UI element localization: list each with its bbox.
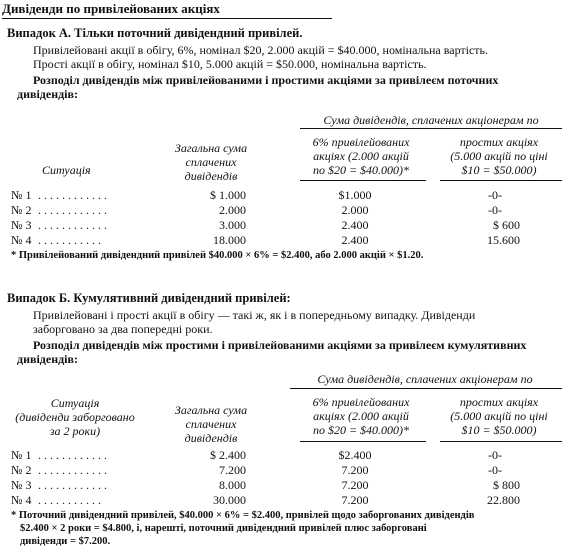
row-common: -0- (488, 448, 502, 462)
row-common: -0- (488, 203, 502, 217)
row-label: № 2 (11, 463, 32, 477)
row-leader-dots: . . . . . . . . . . . . (38, 188, 107, 202)
case-b-header-rule (290, 388, 562, 389)
row-total: 18.000 (213, 233, 246, 247)
row-leader-dots: . . . . . . . . . . . (38, 233, 101, 247)
row-pref: 7.200 (341, 478, 369, 492)
case-b-col-common-2: (5.000 акцій по ціні (450, 409, 548, 423)
row-pref: 7.200 (341, 463, 369, 477)
case-b-subheading-cont: дивідендів: (17, 352, 78, 366)
case-a-col-pref-2: акціях (2.000 акцій (313, 149, 409, 163)
case-a-line-2: Прості акції в обігу, номінал $10, 5.000 акцій = $50.000, номінальна вартість. (33, 57, 427, 71)
case-a-col-situation: Ситуація (42, 163, 91, 177)
case-a-header-rule (300, 128, 562, 129)
case-b-group-header: Сума дивідендів, сплачених акціонерам по (317, 372, 533, 386)
case-a-col-common-1: простих акціях (459, 135, 539, 149)
case-a-footnote: * Привілейований дивідендний привілей $40.000 × 6% = $2.400, або 2.000 акцій × $1.20. (11, 250, 424, 261)
case-b-subheading: Розподіл дивідендів між простими і привілейованими акціями за привілеєм кумулятивних (33, 338, 527, 352)
row-label: № 3 (11, 218, 32, 232)
case-a-col-total-1: Загальна сума (174, 141, 248, 155)
row-leader-dots: . . . . . . . . . . . (38, 493, 101, 507)
case-a-col-common-3: $10 = $50.000) (461, 163, 537, 177)
row-leader-dots: . . . . . . . . . . . . (38, 203, 107, 217)
row-common: 22.800 (487, 493, 520, 507)
case-b-footnote-line-2: $2.400 × 2 роки = $4.800, і, нарешті, поточний дивідендний привілей плюс заборговані (20, 523, 427, 534)
row-leader-dots: . . . . . . . . . . . . (38, 448, 107, 462)
row-total: 8.000 (219, 478, 246, 492)
row-total: $ 2.400 (210, 448, 246, 462)
case-b-col-situation-2: (дивіденди заборговано (15, 410, 135, 424)
row-label: № 4 (11, 493, 32, 507)
case-b-col-pref-1: 6% привілейованих (312, 395, 410, 409)
row-pref: 2.400 (341, 233, 369, 247)
case-b-heading: Випадок Б. Кумулятивний дивідендний привілей: (7, 291, 291, 305)
case-b-col-total-1: Загальна сума (174, 403, 248, 417)
row-label: № 3 (11, 478, 32, 492)
case-a-group-header: Сума дивідендів, сплачених акціонерам по (323, 113, 539, 127)
case-b-line-1: Привілейовані і прості акції в обігу — такі ж, як і в попередньому випадку. Дивіденди (33, 308, 476, 322)
case-b-col-common-3: $10 = $50.000) (461, 423, 537, 437)
row-total: 3.000 (219, 218, 246, 232)
page-title: Дивіденди по привілейованих акціях (2, 1, 332, 19)
row-common: $ 800 (493, 478, 520, 492)
row-total: 30.000 (213, 493, 246, 507)
row-total: $ 1.000 (210, 188, 246, 202)
case-b-col-pref-2: акціях (2.000 акцій (313, 409, 409, 423)
case-a-common-rule (440, 180, 562, 181)
case-a-col-total-3: дивідендів (184, 169, 238, 183)
row-common: $ 600 (493, 218, 520, 232)
row-pref: 7.200 (341, 493, 369, 507)
row-label: № 4 (11, 233, 32, 247)
case-a-col-common-2: (5.000 акцій по ціні (450, 149, 548, 163)
case-a-heading: Випадок А. Тільки поточний дивідендний привілей. (7, 26, 303, 40)
case-b-pref-rule (300, 441, 426, 442)
case-b-footnote-line-1: * Поточний дивідендний привілей, $40.000 × 6% = $2.400, привілей щодо заборгованих дивідендів (11, 510, 475, 521)
case-a-col-pref-1: 6% привілейованих (312, 135, 410, 149)
case-a-subheading-cont: дивідендів: (17, 87, 78, 101)
row-common: 15.600 (487, 233, 520, 247)
row-pref: 2.000 (341, 203, 369, 217)
row-leader-dots: . . . . . . . . . . . . (38, 463, 107, 477)
row-pref: 2.400 (341, 218, 369, 232)
case-b-col-total-3: дивідендів (184, 431, 238, 445)
row-leader-dots: . . . . . . . . . . . . (38, 218, 107, 232)
row-total: 2.000 (219, 203, 246, 217)
case-b-common-rule (440, 441, 562, 442)
case-a-line-1: Привілейовані акції в обігу, 6%, номінал $20, 2.000 акцій = $40.000, номінальна вартість. (33, 43, 489, 57)
case-b-col-pref-3: по $20 = $40.000)* (312, 423, 410, 437)
row-common: -0- (488, 188, 502, 202)
case-b-footnote-line-3: дивіденди = $7.200. (20, 536, 111, 547)
case-a-subheading: Розподіл дивідендів між привілейованими і простими акціями за привілеєм поточних (33, 73, 499, 87)
case-a-col-pref-3: по $20 = $40.000)* (312, 163, 410, 177)
case-b-col-common-1: простих акціях (459, 395, 539, 409)
row-total: 7.200 (219, 463, 246, 477)
case-b-col-situation-1: Ситуація (50, 396, 100, 410)
row-label: № 1 (11, 188, 32, 202)
row-pref: $1.000 (338, 188, 372, 202)
row-common: -0- (488, 463, 502, 477)
row-label: № 1 (11, 448, 32, 462)
case-b-col-situation-3: за 2 роки) (49, 424, 101, 438)
case-a-pref-rule (300, 180, 426, 181)
row-pref: $2.400 (338, 448, 372, 462)
case-a-col-total-2: сплачених (185, 155, 237, 169)
row-leader-dots: . . . . . . . . . . . . (38, 478, 107, 492)
case-b-line-2: заборговано за два попередні роки. (33, 322, 213, 336)
row-label: № 2 (11, 203, 32, 217)
case-b-col-total-2: сплачених (185, 417, 237, 431)
